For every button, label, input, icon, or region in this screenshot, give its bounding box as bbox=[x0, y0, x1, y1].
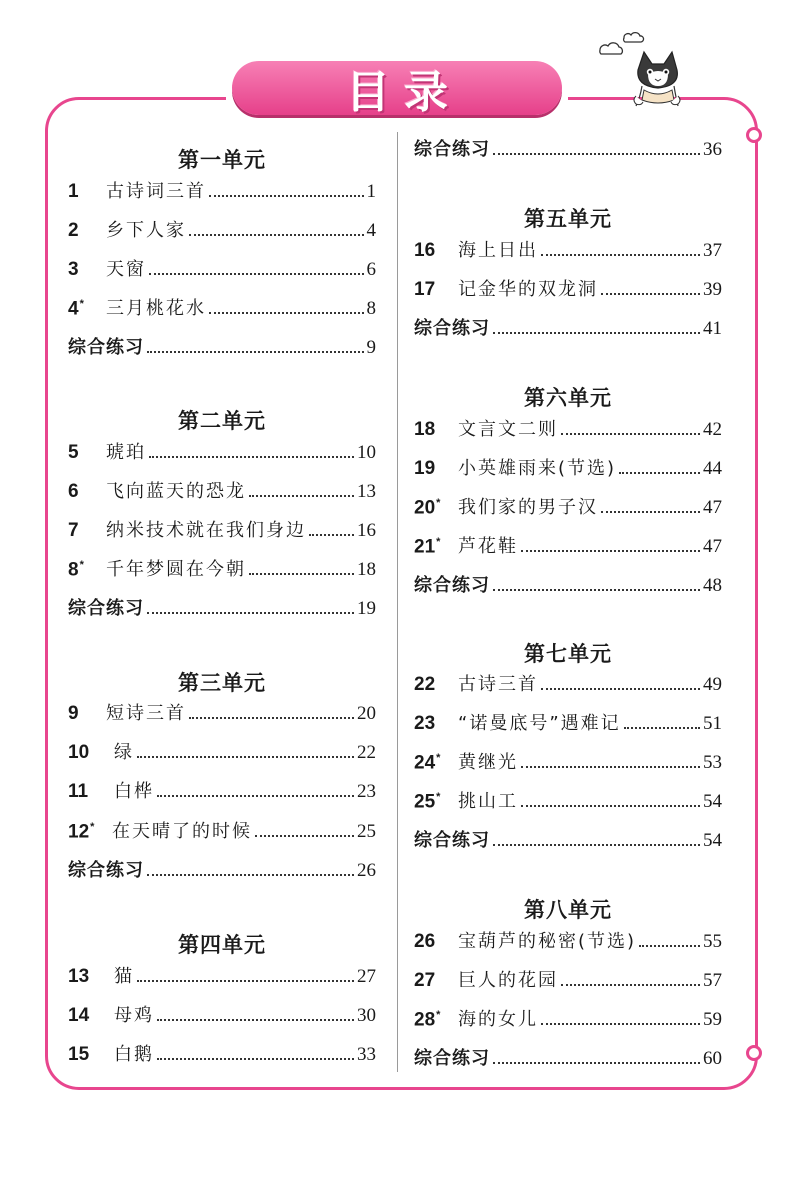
exercise-title: 综合练习 bbox=[414, 830, 490, 851]
toc-entry-1[interactable] bbox=[68, 177, 376, 203]
lesson-number: 3 bbox=[68, 259, 79, 280]
toc-entry-26[interactable] bbox=[414, 927, 722, 953]
lesson-number: 2 bbox=[68, 220, 79, 241]
leader-dots bbox=[157, 1058, 354, 1060]
page-number: 41 bbox=[703, 318, 722, 339]
optional-star-icon: * bbox=[79, 297, 84, 310]
leader-dots bbox=[541, 254, 700, 256]
page-number: 13 bbox=[357, 481, 376, 502]
page-number: 36 bbox=[703, 139, 722, 160]
toc-entry-12[interactable] bbox=[68, 817, 376, 843]
lesson-number: 17 bbox=[414, 279, 436, 300]
lesson-number: 12* bbox=[68, 820, 95, 842]
leader-dots bbox=[137, 756, 354, 758]
page-number: 55 bbox=[703, 931, 722, 952]
optional-star-icon: * bbox=[79, 558, 84, 571]
leader-dots bbox=[249, 573, 354, 575]
lesson-number: 22 bbox=[414, 674, 436, 695]
leader-dots bbox=[157, 795, 354, 797]
page-number: 54 bbox=[703, 791, 722, 812]
leader-dots bbox=[493, 589, 700, 591]
leader-dots bbox=[601, 511, 700, 513]
exercise-title: 综合练习 bbox=[414, 139, 490, 160]
lesson-number: 23 bbox=[414, 713, 436, 734]
unit-heading: 第八单元 bbox=[524, 898, 612, 922]
lesson-title: 纳米技术就在我们身边 bbox=[106, 520, 306, 541]
toc-entry-16[interactable] bbox=[414, 236, 722, 262]
optional-star-icon: * bbox=[436, 496, 441, 509]
lesson-number: 25* bbox=[414, 790, 441, 812]
unit-heading: 第六单元 bbox=[524, 386, 612, 410]
leader-dots bbox=[601, 293, 700, 295]
page-number: 54 bbox=[703, 830, 722, 851]
toc-entry-19[interactable] bbox=[414, 454, 722, 480]
exercise-title: 综合练习 bbox=[414, 318, 490, 339]
leader-dots bbox=[639, 945, 700, 947]
lesson-title: 飞向蓝天的恐龙 bbox=[106, 481, 246, 502]
leader-dots bbox=[624, 727, 700, 729]
lesson-title: 绿 bbox=[114, 742, 134, 763]
page-number: 6 bbox=[366, 259, 376, 280]
page-title: 目录 bbox=[346, 67, 462, 118]
page-number: 49 bbox=[703, 674, 722, 695]
toc-exercise[interactable] bbox=[414, 571, 722, 597]
lesson-title: “诺曼底号”遇难记 bbox=[458, 713, 621, 734]
toc-entry-24[interactable] bbox=[414, 748, 722, 774]
frame-ring-top-right bbox=[746, 127, 762, 143]
toc-entry-28[interactable] bbox=[414, 1005, 722, 1031]
page-number: 1 bbox=[366, 181, 376, 202]
lesson-title: 猫 bbox=[114, 966, 134, 987]
lesson-title: 白桦 bbox=[114, 781, 154, 802]
lesson-title: 文言文二则 bbox=[458, 419, 558, 440]
toc-exercise[interactable] bbox=[414, 135, 722, 161]
toc-entry-22[interactable] bbox=[414, 670, 722, 696]
lesson-number: 10 bbox=[68, 742, 90, 763]
page-number: 53 bbox=[703, 752, 722, 773]
toc-entry-20[interactable] bbox=[414, 493, 722, 519]
lesson-title: 记金华的双龙洞 bbox=[458, 279, 598, 300]
leader-dots bbox=[137, 980, 354, 982]
leader-dots bbox=[249, 495, 354, 497]
page-number: 57 bbox=[703, 970, 722, 991]
leader-dots bbox=[157, 1019, 354, 1021]
leader-dots bbox=[147, 351, 364, 353]
toc-entry-13[interactable] bbox=[68, 962, 376, 988]
page-number: 59 bbox=[703, 1009, 722, 1030]
exercise-title: 综合练习 bbox=[414, 1048, 490, 1069]
title-banner bbox=[226, 55, 568, 121]
page-number: 10 bbox=[357, 442, 376, 463]
lesson-number: 27 bbox=[414, 970, 436, 991]
toc-entry-6[interactable] bbox=[68, 477, 376, 503]
lesson-title: 小英雄雨来(节选) bbox=[458, 458, 617, 479]
optional-star-icon: * bbox=[436, 751, 441, 764]
lesson-number: 4* bbox=[68, 297, 84, 319]
page-number: 33 bbox=[357, 1044, 376, 1065]
frame-ring-bottom-right bbox=[746, 1045, 762, 1061]
lesson-number: 28* bbox=[414, 1008, 441, 1030]
leader-dots bbox=[209, 195, 364, 197]
lesson-title: 琥珀 bbox=[106, 442, 146, 463]
toc-entry-10[interactable] bbox=[68, 738, 376, 764]
lesson-number: 1 bbox=[68, 181, 79, 202]
leader-dots bbox=[149, 456, 354, 458]
leader-dots bbox=[209, 312, 364, 314]
lesson-title: 海的女儿 bbox=[458, 1009, 538, 1030]
page-number: 27 bbox=[357, 966, 376, 987]
page-number: 19 bbox=[357, 598, 376, 619]
page-number: 18 bbox=[357, 559, 376, 580]
unit-heading: 第四单元 bbox=[178, 933, 266, 957]
toc-entry-21[interactable] bbox=[414, 532, 722, 558]
optional-star-icon: * bbox=[436, 1008, 441, 1021]
page-number: 16 bbox=[357, 520, 376, 541]
toc-exercise[interactable] bbox=[68, 594, 376, 620]
page-number: 42 bbox=[703, 419, 722, 440]
exercise-title: 综合练习 bbox=[414, 575, 490, 596]
toc-entry-5[interactable] bbox=[68, 438, 376, 464]
page-number: 44 bbox=[703, 458, 722, 479]
page-number: 30 bbox=[357, 1005, 376, 1026]
page-number: 60 bbox=[703, 1048, 722, 1069]
page-number: 51 bbox=[703, 713, 722, 734]
lesson-title: 古诗三首 bbox=[458, 674, 538, 695]
unit-heading: 第二单元 bbox=[178, 409, 266, 433]
lesson-number: 20* bbox=[414, 496, 441, 518]
page-number: 4 bbox=[366, 220, 376, 241]
lesson-number: 21* bbox=[414, 535, 441, 557]
lesson-number: 26 bbox=[414, 931, 436, 952]
page-number: 48 bbox=[703, 575, 722, 596]
toc-entry-4[interactable] bbox=[68, 294, 376, 320]
page-number: 47 bbox=[703, 497, 722, 518]
leader-dots bbox=[521, 550, 700, 552]
lesson-title: 母鸡 bbox=[114, 1005, 154, 1026]
lesson-number: 16 bbox=[414, 240, 436, 261]
toc-exercise[interactable] bbox=[68, 333, 376, 359]
optional-star-icon: * bbox=[436, 790, 441, 803]
leader-dots bbox=[541, 688, 700, 690]
leader-dots bbox=[493, 153, 700, 155]
lesson-number: 24* bbox=[414, 751, 441, 773]
title-pill bbox=[232, 61, 562, 118]
toc-entry-27[interactable] bbox=[414, 966, 722, 992]
exercise-title: 综合练习 bbox=[68, 337, 144, 358]
lesson-title: 在天晴了的时候 bbox=[112, 821, 252, 842]
unit-heading: 第一单元 bbox=[178, 148, 266, 172]
lesson-number: 15 bbox=[68, 1044, 90, 1065]
lesson-title: 我们家的男子汉 bbox=[458, 497, 598, 518]
leader-dots bbox=[493, 844, 700, 846]
page-number: 39 bbox=[703, 279, 722, 300]
toc-entry-2[interactable] bbox=[68, 216, 376, 242]
unit-heading: 第三单元 bbox=[178, 671, 266, 695]
page-number: 20 bbox=[357, 703, 376, 724]
lesson-number: 8* bbox=[68, 558, 84, 580]
toc-entry-17[interactable] bbox=[414, 275, 722, 301]
exercise-title: 综合练习 bbox=[68, 860, 144, 881]
lesson-title: 海上日出 bbox=[458, 240, 538, 261]
lesson-number: 11 bbox=[68, 781, 89, 802]
leader-dots bbox=[521, 766, 700, 768]
leader-dots bbox=[561, 984, 700, 986]
toc-entry-14[interactable] bbox=[68, 1001, 376, 1027]
page-number: 22 bbox=[357, 742, 376, 763]
leader-dots bbox=[149, 273, 364, 275]
lesson-number: 19 bbox=[414, 458, 436, 479]
column-divider bbox=[397, 132, 398, 1072]
lesson-title: 宝葫芦的秘密(节选) bbox=[458, 931, 637, 952]
lesson-title: 白鹅 bbox=[114, 1044, 154, 1065]
leader-dots bbox=[189, 717, 354, 719]
lesson-number: 7 bbox=[68, 520, 79, 541]
optional-star-icon: * bbox=[436, 535, 441, 548]
leader-dots bbox=[619, 472, 700, 474]
toc-entry-18[interactable] bbox=[414, 415, 722, 441]
toc-entry-15[interactable] bbox=[68, 1040, 376, 1066]
leader-dots bbox=[493, 332, 700, 334]
leader-dots bbox=[147, 612, 354, 614]
lesson-number: 6 bbox=[68, 481, 79, 502]
lesson-title: 乡下人家 bbox=[106, 220, 186, 241]
toc-entry-3[interactable] bbox=[68, 255, 376, 281]
lesson-title: 挑山工 bbox=[458, 791, 518, 812]
page-number: 26 bbox=[357, 860, 376, 881]
optional-star-icon: * bbox=[90, 820, 95, 833]
page-number: 37 bbox=[703, 240, 722, 261]
lesson-title: 天窗 bbox=[106, 259, 146, 280]
leader-dots bbox=[521, 805, 700, 807]
cat-mascot-icon bbox=[592, 28, 702, 110]
leader-dots bbox=[189, 234, 364, 236]
lesson-title: 千年梦圆在今朝 bbox=[106, 559, 246, 580]
toc-exercise[interactable] bbox=[68, 856, 376, 882]
lesson-number: 14 bbox=[68, 1005, 90, 1026]
leader-dots bbox=[147, 874, 354, 876]
toc-entry-11[interactable] bbox=[68, 777, 376, 803]
leader-dots bbox=[309, 534, 354, 536]
page-number: 9 bbox=[366, 337, 376, 358]
leader-dots bbox=[493, 1062, 700, 1064]
page-number: 47 bbox=[703, 536, 722, 557]
unit-heading: 第五单元 bbox=[524, 207, 612, 231]
lesson-number: 18 bbox=[414, 419, 436, 440]
toc-exercise[interactable] bbox=[414, 314, 722, 340]
toc-entry-8[interactable] bbox=[68, 555, 376, 581]
toc-exercise[interactable] bbox=[414, 1044, 722, 1070]
toc-entry-25[interactable] bbox=[414, 787, 722, 813]
toc-entry-23[interactable] bbox=[414, 709, 722, 735]
toc-entry-7[interactable] bbox=[68, 516, 376, 542]
lesson-title: 巨人的花园 bbox=[458, 970, 558, 991]
lesson-title: 古诗词三首 bbox=[106, 181, 206, 202]
lesson-title: 短诗三首 bbox=[106, 703, 186, 724]
lesson-number: 13 bbox=[68, 966, 90, 987]
page-number: 25 bbox=[357, 821, 376, 842]
lesson-number: 5 bbox=[68, 442, 79, 463]
leader-dots bbox=[561, 433, 700, 435]
lesson-number: 9 bbox=[68, 703, 79, 724]
toc-exercise[interactable] bbox=[414, 826, 722, 852]
page-number: 8 bbox=[366, 298, 376, 319]
leader-dots bbox=[541, 1023, 700, 1025]
leader-dots bbox=[255, 835, 354, 837]
lesson-title: 芦花鞋 bbox=[458, 536, 518, 557]
exercise-title: 综合练习 bbox=[68, 598, 144, 619]
page-number: 23 bbox=[357, 781, 376, 802]
lesson-title: 黄继光 bbox=[458, 752, 518, 773]
unit-heading: 第七单元 bbox=[524, 642, 612, 666]
toc-entry-9[interactable] bbox=[68, 699, 376, 725]
lesson-title: 三月桃花水 bbox=[106, 298, 206, 319]
